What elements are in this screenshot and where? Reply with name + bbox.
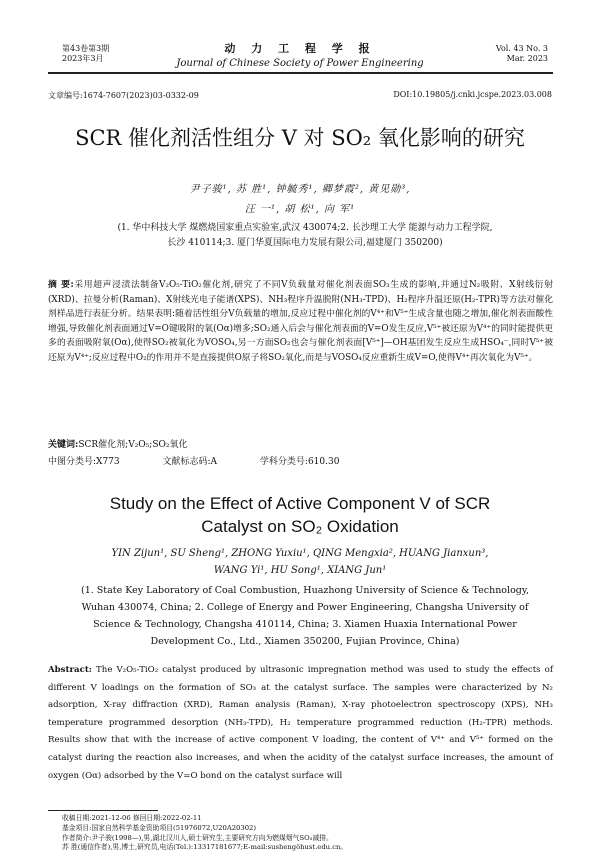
header-volume-issue: 第43卷第3期 bbox=[62, 44, 110, 53]
affiliation-cn-line2: 长沙 410114;3. 厦门华夏国际电力发展有限公司,福建厦门 350200) bbox=[167, 238, 443, 248]
keywords-text: SCR催化剂;V₂O₅;SO₂氧化 bbox=[78, 440, 188, 450]
journal-title-en: Journal of Chinese Society of Power Engineering bbox=[176, 58, 424, 69]
abstract-en bbox=[48, 662, 553, 785]
subject-code: 学科分类号:610.30 bbox=[259, 457, 340, 467]
affiliation-en bbox=[70, 582, 540, 650]
article-number: 文章编号:1674-7607(2023)03-0332-09 bbox=[48, 91, 199, 100]
keywords-label: 关键词: bbox=[48, 440, 79, 450]
abstract-cn bbox=[48, 278, 553, 366]
document-code: 文献标志码:A bbox=[162, 457, 218, 467]
classification-line bbox=[48, 454, 553, 467]
header-date-en: Mar. 2023 bbox=[506, 54, 548, 63]
abstract-en-text: The V₂O₅-TiO₂ catalyst produced by ultrasonic impregnation method was used to study the effects of different V loadings on the formation of SO₃ at the catalyst surface. The samples were characterized by N₂ adsorption, X-ray diffraction (XRD), Raman analysis (Raman), X-ray photoelectron spectroscopy (XPS), NH₃ temperature programmed desorption (NH₃-TPD), H₂ temperature programmed reduction (H₂-TPR) methods. Results show that with the increase of active component V loading, the content of V⁴⁺ and V⁵⁺ formed on the catalyst during the reaction also increases, and when the acidity of the catalyst surface increases, the amount of oxygen (Oα) adsorbed by the V=O bond on the catalyst surface will bbox=[48, 665, 553, 781]
clc-number: 中图分类号:X773 bbox=[48, 457, 120, 467]
affiliation-en-line2: Wuhan 430074, China; 2. College of Energy and Power Engineering, Changsha University of bbox=[81, 602, 529, 613]
header-divider bbox=[48, 72, 553, 74]
abstract-cn-label: 摘 要: bbox=[48, 280, 74, 290]
affiliation-en-line4: Development Co., Ltd., Xiamen 350200, Fujian Province, China) bbox=[150, 636, 460, 647]
header-volume-block bbox=[62, 44, 142, 64]
footnote-divider bbox=[48, 810, 158, 811]
affiliation-en-line3: Science & Technology, Changsha 410114, China; 3. Xiamen Huaxia International Power bbox=[93, 619, 517, 630]
abstract-cn-text: 采用超声浸渍法制备V₂O₅-TiO₂催化剂,研究了不同V负载量对催化剂表面SO₃生成的影响,并通过N₂吸附、X射线衍射(XRD)、拉曼分析(Raman)、X射线光电子能谱(XPS)、NH₃程序升温脱附(NH₃-TPD)、H₂程序升温还原(H₂-TPR)等方法对催化剂样品进行表征分析。结果表明:随着活性组分V负载量的增加,反应过程中催化剂的V⁴⁺和V⁵⁺生成含量也随之增加,催化剂表面酸性增强,导致催化剂表面通过V=O键吸附的氧(Oα)增多;SO₂通入后会与催化剂表面的V=O发生反应,V⁵⁺被还原为V⁴⁺的同时能提供更多的表面吸附氧(Oα),使得SO₂被氧化为VOSO₄,另一方面SO₂也会与催化剂表面[V⁵⁺]—OH基团发生反应生成HSO₄⁻,同时V⁵⁺被还原为V⁴⁺;反应过程中O₂的作用并不是直接提供O原子将SO₂氧化,而是与VOSO₄反应重新生成V=O,使得V⁴⁺再次氧化为V⁵⁺。 bbox=[48, 280, 553, 363]
header-vol-en: Vol. 43 No. 3 bbox=[495, 44, 548, 53]
authors-cn-line2: 汪 一¹, 胡 松¹, 向 军¹ bbox=[244, 204, 356, 215]
authors-en-line2: WANG Yi¹, HU Song¹, XIANG Jun¹ bbox=[213, 565, 387, 576]
abstract-en-label: Abstract: bbox=[48, 665, 92, 675]
journal-header bbox=[150, 40, 450, 69]
affiliation-en-line1: (1. State Key Laboratory of Coal Combustion, Huazhong University of Science & Technology, bbox=[80, 585, 529, 596]
title-en bbox=[60, 492, 540, 538]
footnote-received: 收稿日期:2021-12-06 修回日期:2022-02-11 bbox=[62, 814, 202, 822]
title-en-line1: Study on the Effect of Active Component V of SCR bbox=[109, 494, 491, 513]
keywords-cn bbox=[48, 437, 553, 450]
title-cn: SCR 催化剂活性组分 V 对 SO₂ 氧化影响的研究 bbox=[75, 126, 525, 150]
doi: DOI:10.19805/j.cnki.jcspe.2023.03.008 bbox=[393, 90, 552, 99]
footnote-fund: 基金项目:国家自然科学基金资助项目(51976072,U20A20302) bbox=[62, 824, 257, 832]
header-vol-block-en bbox=[478, 44, 548, 64]
footnote-contact: 苏 胜(通信作者),男,博士,研究员,电话(Tel.):13317181677;E-mail:sushengöhust.edu.cn。 bbox=[62, 843, 348, 851]
journal-title-cn: 动 力 工 程 学 报 bbox=[224, 42, 376, 55]
title-en-line2: Catalyst on SO₂ Oxidation bbox=[201, 517, 399, 536]
affiliation-cn-line1: (1. 华中科技大学 煤燃烧国家重点实验室,武汉 430074;2. 长沙理工大学 能源与动力工程学院, bbox=[117, 223, 493, 233]
authors-cn-line1: 尹子骏¹, 苏 胜¹, 钟毓秀¹, 卿梦霞², 黄见勋³, bbox=[189, 184, 411, 195]
footnote-author: 作者简介:尹子骏(1998—),男,湖北汉川人,硕士研究生,主要研究方向为燃煤烟气SO₃减排。 bbox=[62, 834, 333, 842]
authors-en-line1: YIN Zijun¹, SU Sheng¹, ZHONG Yuxiu¹, QING Mengxia², HUANG Jianxun³, bbox=[111, 548, 489, 559]
header-date-cn: 2023年3月 bbox=[62, 54, 104, 63]
